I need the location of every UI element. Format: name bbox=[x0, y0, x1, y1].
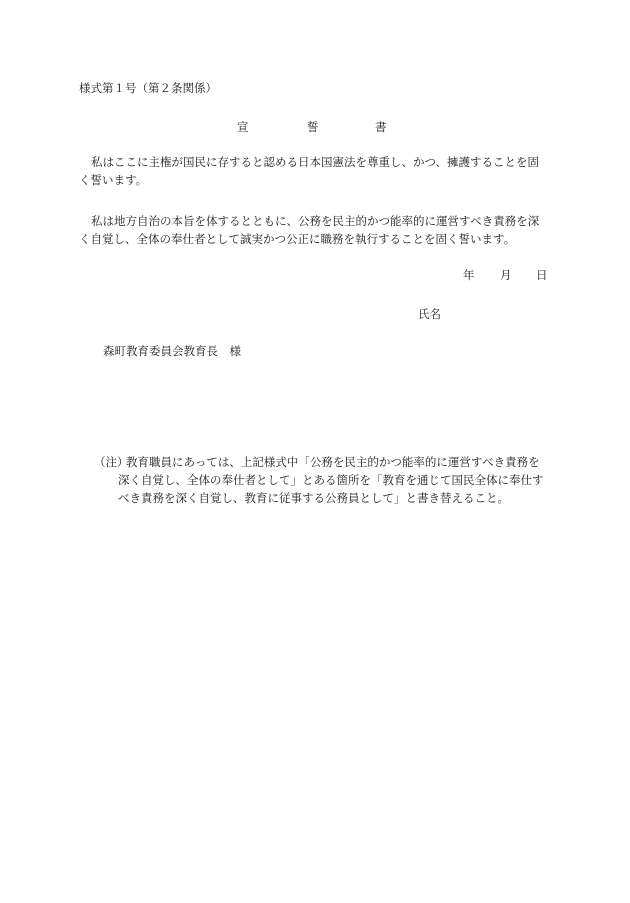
date-day-label: 日 bbox=[536, 268, 548, 282]
oath-paragraph-duty bbox=[79, 212, 549, 248]
paragraph-line: く自覚し、全体の奉仕者として誠実かつ公正に職務を執行することを固く誓います。 bbox=[79, 232, 516, 246]
date-line bbox=[0, 266, 630, 284]
document-title bbox=[0, 118, 630, 136]
form-number: 様式第１号（第２条関係） bbox=[79, 81, 217, 95]
note-head: （注） bbox=[94, 455, 129, 469]
title-char-1: 宣 bbox=[237, 120, 249, 134]
title-char-2: 誓 bbox=[307, 120, 319, 134]
addressee: 森町教育委員会教育長 様 bbox=[103, 344, 241, 358]
date-year-label: 年 bbox=[463, 268, 475, 282]
note-line: べき責務を深く自覚し、教育に従事する公務員として」と書き替えること。 bbox=[118, 491, 509, 505]
date-month-label: 月 bbox=[500, 268, 512, 282]
title-char-3: 書 bbox=[375, 120, 387, 134]
paragraph-line: く誓います。 bbox=[79, 173, 148, 187]
oath-paragraph-constitution bbox=[79, 153, 549, 189]
note-line: 教育職員にあっては、上記様式中「公務を民主的かつ能率的に運営すべき責務を bbox=[126, 455, 540, 469]
note-body bbox=[118, 453, 544, 507]
paragraph-line: 私は地方自治の本旨を体するとともに、公務を民主的かつ能率的に運営すべき責務を深 bbox=[91, 214, 540, 228]
paragraph-line: 私はここに主権が国民に存すると認める日本国憲法を尊重し、かつ、擁護することを固 bbox=[91, 155, 540, 169]
name-label: 氏名 bbox=[418, 307, 441, 321]
note-line: 深く自覚し、全体の奉仕者として」とある箇所を「教育を通じて国民全体に奉仕す bbox=[118, 473, 544, 487]
